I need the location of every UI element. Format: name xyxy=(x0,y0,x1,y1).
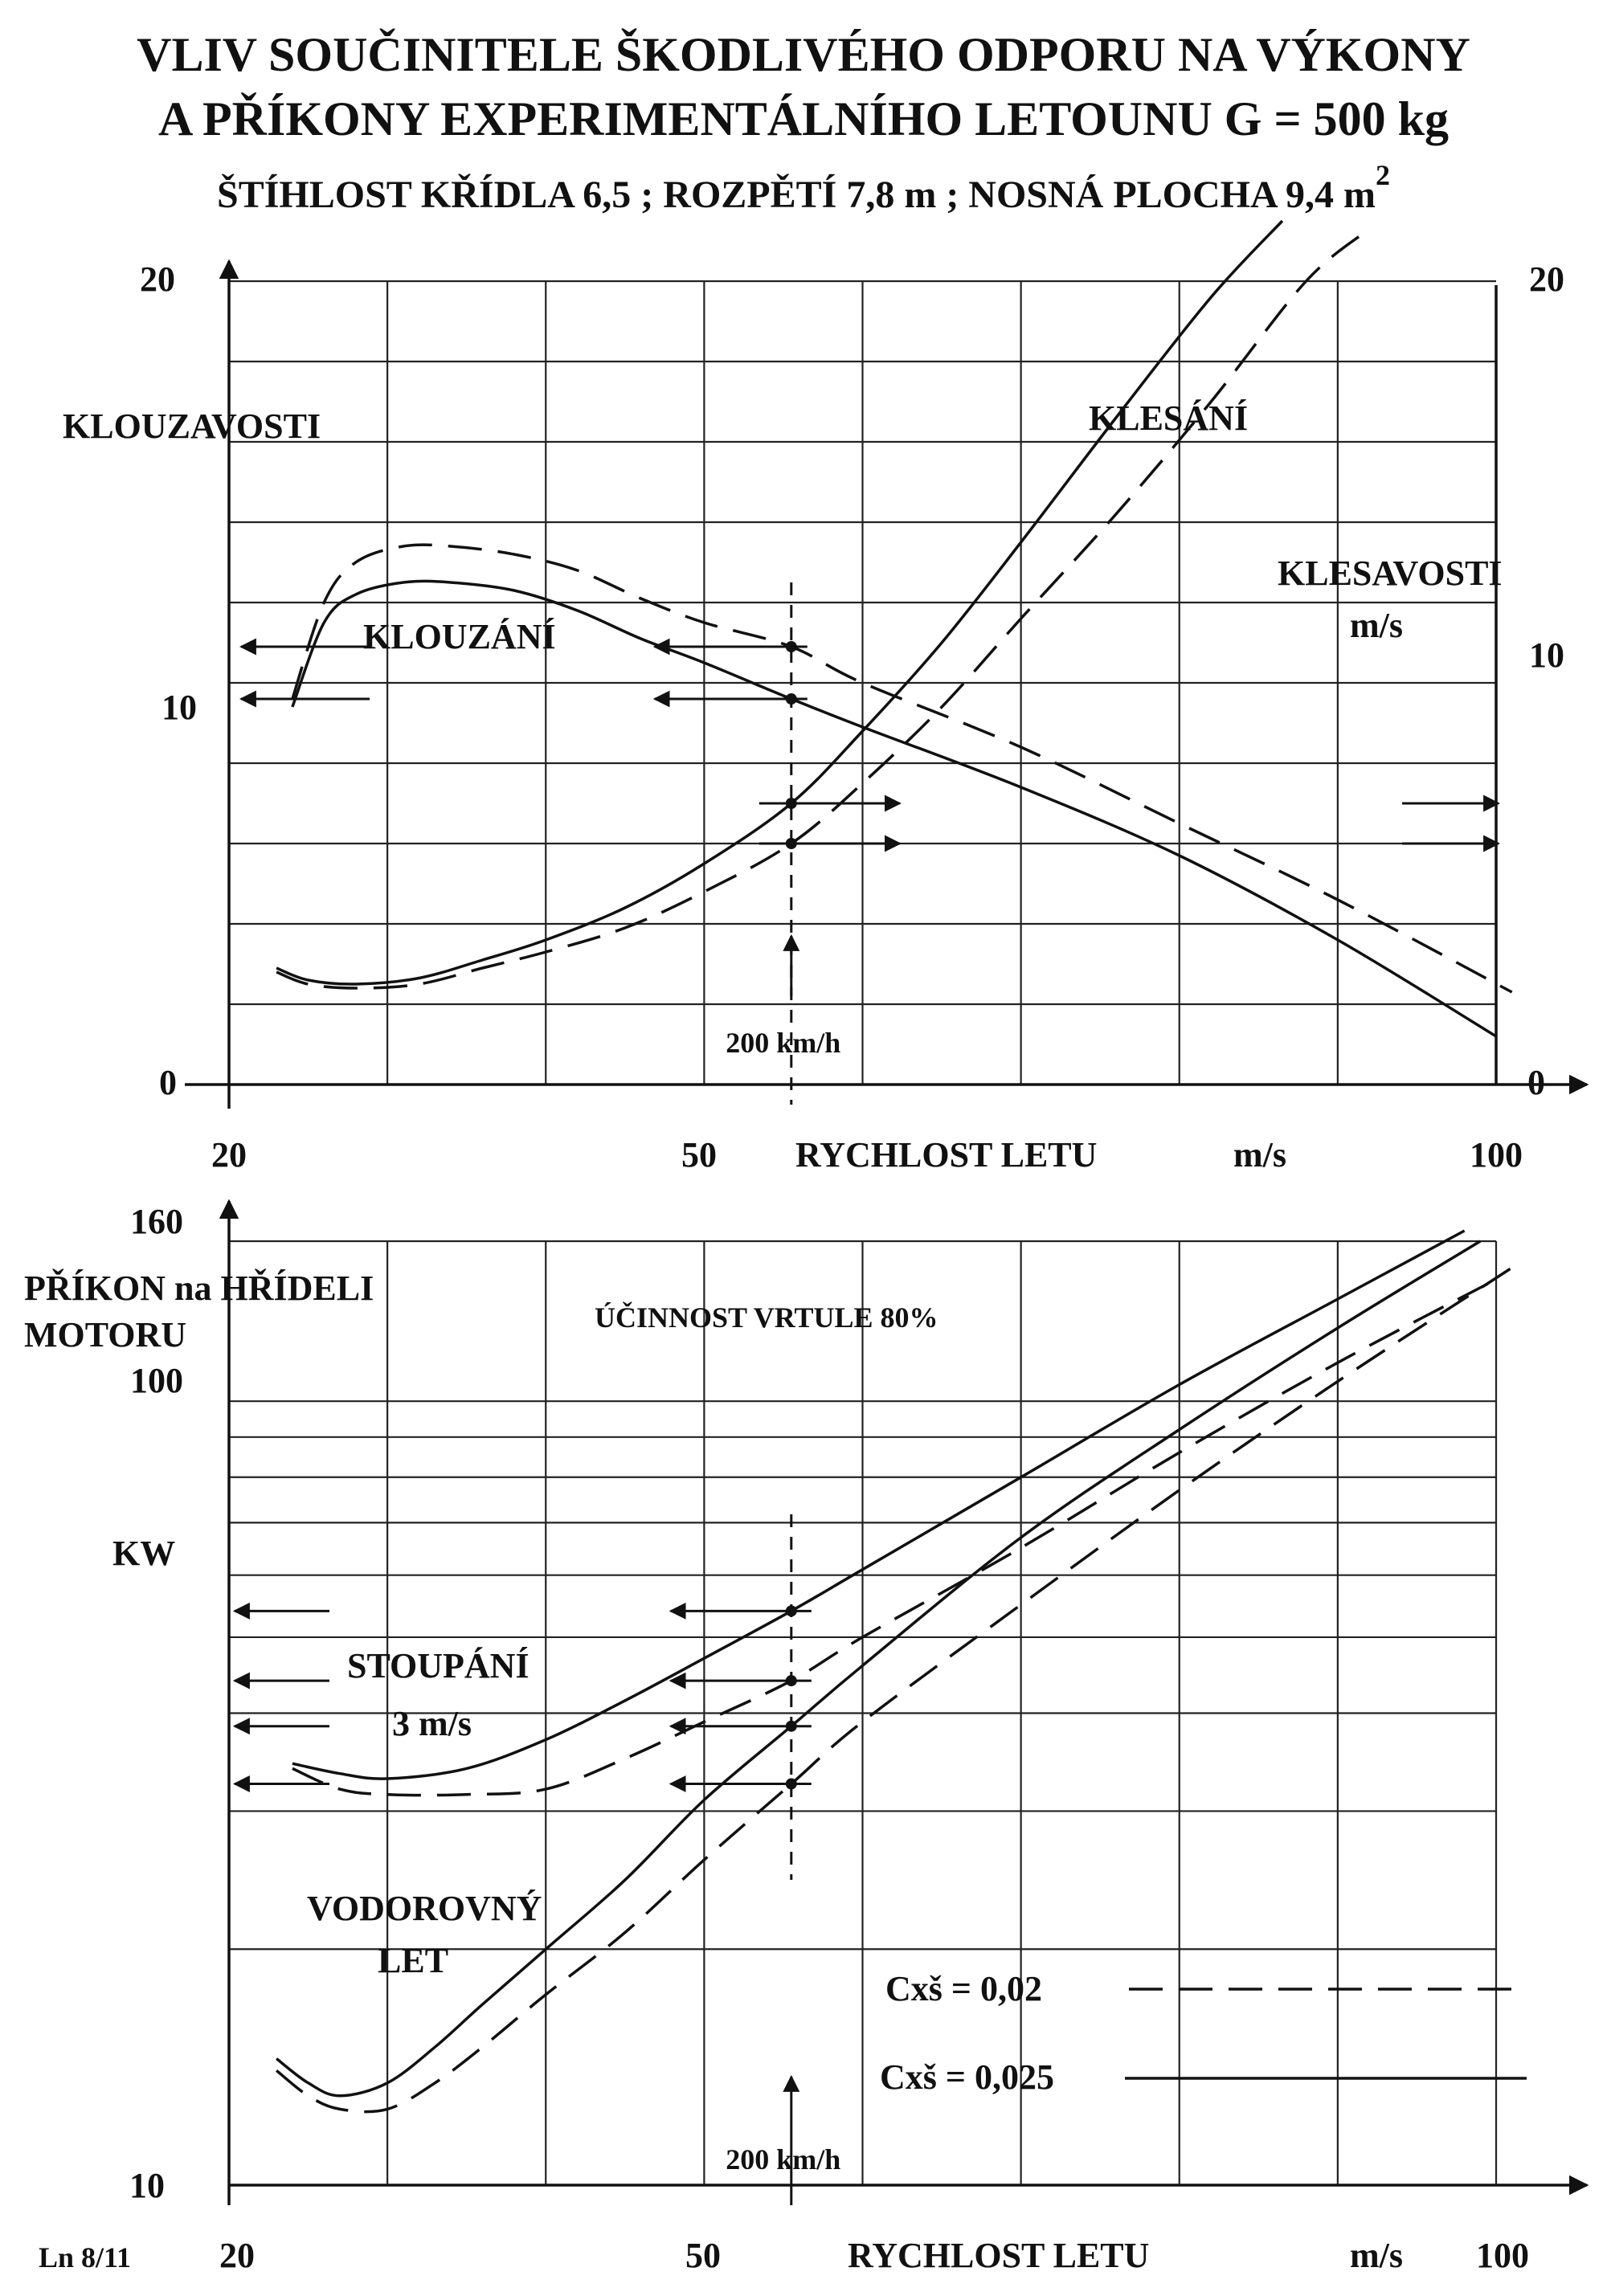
upper-x-tick-20: 20 xyxy=(211,1135,247,1175)
klouzani-curve-dashed xyxy=(292,545,1512,992)
label-stoupani: STOUPÁNÍ xyxy=(347,1646,530,1685)
klesani-curve-dashed xyxy=(276,229,1369,988)
upper-x-label: RYCHLOST LETU xyxy=(795,1135,1098,1175)
lower-x-tick-50: 50 xyxy=(685,2236,721,2275)
legend-label-dashed: Cxš = 0,02 xyxy=(885,1969,1042,2008)
stoupani-curve-dashed xyxy=(292,1280,1496,1796)
lower-y-label xyxy=(24,1269,374,1354)
label-vodorovny: VODOROVNÝ xyxy=(307,1889,542,1928)
footer-id: Ln 8/11 xyxy=(39,2241,132,2274)
subtitle-sup: 2 xyxy=(1376,159,1390,191)
lower-y-label-line1: PŘÍKON na HŘÍDELI xyxy=(24,1269,374,1308)
title-line-2: A PŘÍKONY EXPERIMENTÁLNÍHO LETOUNU G = 500 kg xyxy=(157,92,1450,145)
lower-y-tick-10: 10 xyxy=(129,2166,165,2205)
upper-y-right-tick-0: 0 xyxy=(1527,1063,1545,1102)
title-line-1: VLIV SOUČINITELE ŠKODLIVÉHO ODPORU NA VÝKONY xyxy=(137,28,1470,81)
lower-y-label-line2: MOTORU xyxy=(24,1315,187,1354)
lower-x-tick-100: 100 xyxy=(1476,2236,1529,2275)
lower-y-unit: KW xyxy=(112,1534,176,1573)
label-klesani: KLESÁNÍ xyxy=(1089,398,1249,438)
lower-x-label: RYCHLOST LETU xyxy=(848,2236,1150,2275)
upper-y-label-right: KLESAVOSTI xyxy=(1278,554,1503,593)
upper-x-tick-100: 100 xyxy=(1470,1135,1523,1175)
upper-y-tick-20: 20 xyxy=(140,259,175,299)
upper-x-unit: m/s xyxy=(1233,1135,1286,1175)
legend-label-solid: Cxš = 0,025 xyxy=(880,2057,1054,2097)
upper-grid xyxy=(229,281,1496,1085)
upper-y-right-tick-10: 10 xyxy=(1529,635,1564,675)
label-klouzani: KLOUZÁNÍ xyxy=(363,617,556,656)
subtitle-text: ŠTÍHLOST KŘÍDLA 6,5 ; ROZPĚTÍ 7,8 m ; NOSNÁ PLOCHA 9,4 m xyxy=(217,174,1376,216)
upper-y-right-tick-20: 20 xyxy=(1529,259,1564,299)
label-let: LET xyxy=(378,1941,449,1980)
upper-y-tick-0: 0 xyxy=(159,1063,177,1102)
label-stoupani-rate: 3 m/s xyxy=(392,1704,472,1743)
lower-chart xyxy=(24,1201,1587,2275)
lower-y-tick-100: 100 xyxy=(130,1361,183,1400)
upper-reading-arrows xyxy=(241,647,1499,844)
upper-200kmh-label: 200 km/h xyxy=(726,1027,841,1059)
subtitle xyxy=(217,159,1390,216)
upper-x-tick-50: 50 xyxy=(681,1135,717,1175)
propeller-efficiency-label: ÚČINNOST VRTULE 80% xyxy=(595,1301,938,1334)
lower-x-tick-20: 20 xyxy=(219,2236,255,2275)
lower-200kmh-label: 200 km/h xyxy=(726,2143,841,2175)
upper-chart xyxy=(63,221,1587,1175)
upper-y-label-left: KLOUZAVOSTI xyxy=(63,406,321,446)
upper-y-label-right-unit: m/s xyxy=(1350,606,1403,645)
lower-x-unit: m/s xyxy=(1350,2236,1403,2275)
lower-y-tick-160: 160 xyxy=(130,1202,183,1241)
upper-y-tick-10: 10 xyxy=(162,688,197,727)
